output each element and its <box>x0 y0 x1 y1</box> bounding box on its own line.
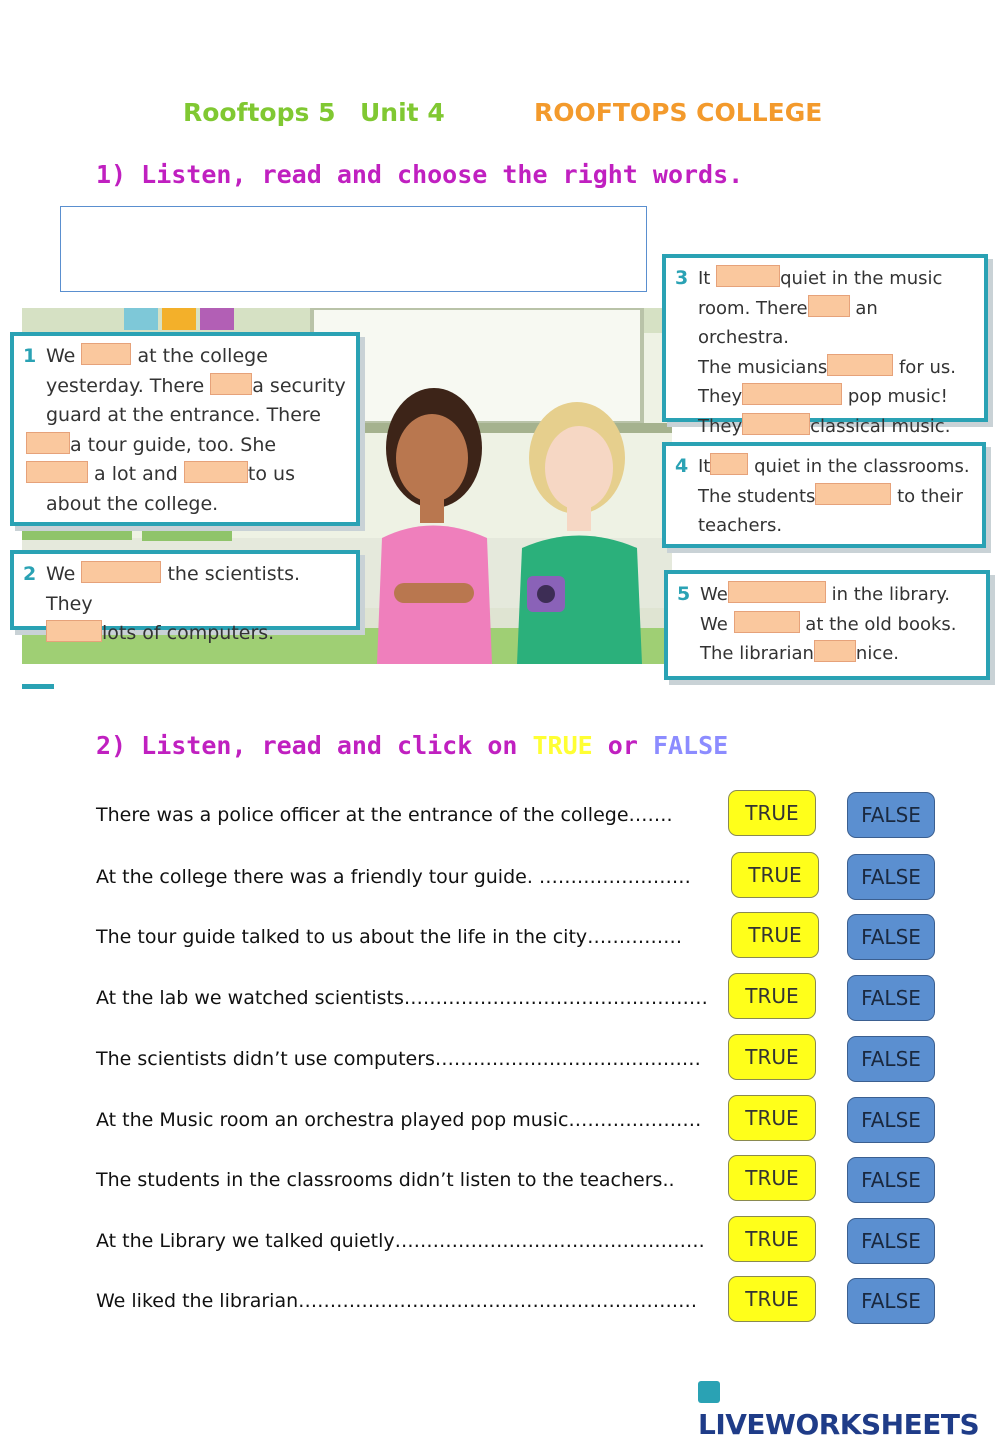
answer-gap[interactable] <box>734 611 800 633</box>
panel-text: to us <box>247 463 295 485</box>
panel-number: 1 <box>23 345 37 367</box>
true-button[interactable]: TRUE <box>728 1095 816 1141</box>
true-button[interactable]: TRUE <box>728 1216 816 1262</box>
panel-text: in the library. <box>831 584 951 605</box>
statement-text: The students in the classrooms didn’t listen to the teachers.. <box>96 1169 675 1191</box>
or-word: or <box>607 731 638 760</box>
panel-4 <box>662 442 986 548</box>
statement-text: We liked the librarian……………………………………………………… <box>96 1290 698 1312</box>
statement-text: The scientists didn’t use computers…………………………………… <box>96 1048 701 1070</box>
panel-text: The musicians <box>698 356 828 378</box>
panel-line <box>46 342 346 372</box>
answer-gap[interactable] <box>46 620 102 642</box>
panel-text: We <box>46 345 76 367</box>
answer-gap[interactable] <box>827 354 893 376</box>
panel-line: about the college. <box>46 492 219 515</box>
panel-text: The students <box>698 485 816 507</box>
panel-line <box>46 372 346 402</box>
unit-title: Unit 4 <box>360 98 445 127</box>
answer-gap[interactable] <box>81 343 131 365</box>
panel-text: lots of computers. <box>102 622 275 644</box>
word-bank-dropzone[interactable] <box>60 206 647 292</box>
panel-text: nice. <box>855 643 900 664</box>
book-title: Rooftops 5 <box>183 98 336 127</box>
statement-text: At the lab we watched scientists………………………………………… <box>96 987 708 1009</box>
answer-gap[interactable] <box>81 561 161 583</box>
panel-text: an orchestra. <box>698 297 878 348</box>
panel-text: pop music! <box>847 386 948 407</box>
panel-text: at the college <box>137 345 268 367</box>
statement-text: At the Library we talked quietly…………………………………………. <box>96 1230 705 1252</box>
answer-gap[interactable] <box>710 453 748 475</box>
panel-line <box>698 353 974 383</box>
panel-line <box>698 482 972 512</box>
true-button[interactable]: TRUE <box>728 1276 816 1322</box>
panel-line <box>700 580 976 610</box>
accent-bar <box>22 684 54 689</box>
false-button[interactable]: FALSE <box>847 1097 935 1143</box>
panel-text: We <box>700 613 728 635</box>
false-button[interactable]: FALSE <box>847 914 935 960</box>
panel-2 <box>10 550 360 644</box>
liveworksheets-logo <box>698 1375 1000 1441</box>
answer-gap[interactable] <box>184 461 248 483</box>
true-button[interactable]: TRUE <box>728 1155 816 1201</box>
panel-line <box>698 412 974 442</box>
answer-gap[interactable] <box>815 483 891 505</box>
false-button[interactable]: FALSE <box>847 975 935 1021</box>
answer-gap[interactable] <box>728 581 826 603</box>
panel-text: a security <box>252 374 346 397</box>
panel-line <box>700 610 976 640</box>
panel-number: 2 <box>23 563 37 585</box>
answer-gap[interactable] <box>742 383 842 405</box>
panel-line <box>698 382 974 412</box>
panel-text: They <box>698 386 743 407</box>
logo-icon <box>698 1381 720 1403</box>
true-button[interactable]: TRUE <box>731 912 819 958</box>
panel-line <box>698 452 972 482</box>
statement-text: At the college there was a friendly tour guide. …………………… <box>96 866 691 888</box>
statement-text: The tour guide talked to us about the life in the city…………… <box>96 926 683 948</box>
exercise2-title-text: 2) Listen, read and click on <box>96 731 518 760</box>
panel-line <box>700 639 976 669</box>
panel-line <box>698 264 974 294</box>
panel-number: 4 <box>675 455 689 477</box>
panel-text: They <box>698 415 743 437</box>
panel-text: classical music. <box>810 415 951 437</box>
true-button[interactable]: TRUE <box>731 852 819 898</box>
panel-line <box>698 294 974 353</box>
panel-number: 5 <box>677 583 691 605</box>
answer-gap[interactable] <box>742 413 810 435</box>
panel-line: teachers. <box>698 515 783 536</box>
answer-gap[interactable] <box>716 265 780 287</box>
exercise1-title: 1) Listen, read and choose the right words. <box>96 160 744 189</box>
false-button[interactable]: FALSE <box>847 1218 935 1264</box>
panel-line <box>26 431 346 461</box>
statement-text: There was a police officer at the entrance of the college……. <box>96 804 673 826</box>
panel-text: the scientists. They <box>46 563 301 615</box>
false-button[interactable]: FALSE <box>847 1036 935 1082</box>
panel-3 <box>662 254 988 437</box>
answer-gap[interactable] <box>814 640 856 662</box>
statement-text: At the Music room an orchestra played pop music………………… <box>96 1109 702 1131</box>
panel-text: a tour guide, too. She <box>70 433 277 456</box>
panel-number: 3 <box>675 267 689 289</box>
true-button[interactable]: TRUE <box>728 1034 816 1080</box>
answer-gap[interactable] <box>808 295 850 317</box>
panel-text: to their <box>897 485 963 507</box>
panel-text: yesterday. There <box>46 374 205 397</box>
panel-line <box>46 619 346 649</box>
true-button[interactable]: TRUE <box>728 973 816 1019</box>
topic-title: ROOFTOPS COLLEGE <box>534 98 823 127</box>
true-word: TRUE <box>532 731 593 760</box>
panel-text: a lot and <box>94 463 178 485</box>
false-button[interactable]: FALSE <box>847 854 935 900</box>
panel-text: It <box>698 456 711 477</box>
false-button[interactable]: FALSE <box>847 1157 935 1203</box>
false-word: FALSE <box>652 731 729 760</box>
panel-text: It <box>698 268 711 289</box>
panel-text: room. There <box>698 297 808 319</box>
panel-line <box>26 460 346 490</box>
panel-line: guard at the entrance. There <box>46 404 321 426</box>
false-button[interactable]: FALSE <box>847 792 935 838</box>
true-button[interactable]: TRUE <box>728 790 816 836</box>
answer-gap[interactable] <box>26 461 88 483</box>
panel-line <box>46 560 346 619</box>
panel-text: quiet in the music <box>780 268 943 289</box>
panel-text: for us. <box>898 356 956 378</box>
panel-text: at the old books. <box>805 613 957 635</box>
panel-1 <box>10 332 360 526</box>
panel-5 <box>664 570 990 680</box>
false-button[interactable]: FALSE <box>847 1278 935 1324</box>
panel-text: quiet in the classrooms. <box>754 456 970 477</box>
panel-text: We <box>46 563 76 585</box>
panel-text: We <box>700 584 728 605</box>
exercise2-title <box>96 731 728 760</box>
answer-gap[interactable] <box>26 432 70 454</box>
answer-gap[interactable] <box>210 373 252 395</box>
panel-text: The librarian <box>700 643 814 664</box>
logo-text: LIVEWORKSHEETS <box>698 1408 980 1441</box>
